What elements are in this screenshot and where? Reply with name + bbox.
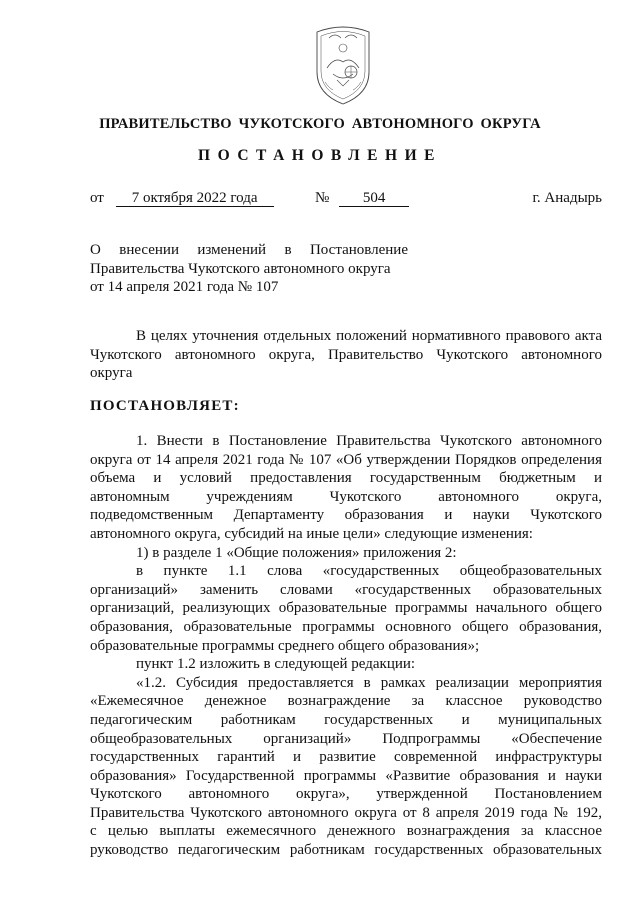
intro-paragraph (90, 327, 602, 383)
text-line: образования, образовательные программы основного общего образования, (90, 618, 602, 635)
date-prefix: от (90, 190, 104, 206)
text-line: В целях уточнения отдельных положений нормативного правового акта (136, 328, 602, 344)
text-line: округа (90, 365, 133, 382)
subject-line: О внесении изменений в Постановление (90, 242, 408, 258)
document-date: 7 октября 2022 года (116, 190, 274, 207)
subject-line: от 14 апреля 2021 года № 107 (90, 279, 279, 296)
resolves-heading: ПОСТАНОВЛЯЕТ: (90, 398, 240, 414)
number-row (315, 190, 409, 207)
text-line: подведомственным Департаменту образования и науки Чукотского (90, 507, 602, 524)
document-subject (90, 241, 408, 297)
text-line: общеобразовательных организаций» Подпрограммы «Обеспечение (90, 730, 602, 747)
text-line: руководство педагогическим работникам государственных образовательных (90, 842, 602, 859)
document-city: г. Анадырь (532, 190, 602, 206)
date-row (90, 190, 274, 207)
text-line: Чукотского автономного округа, Правительство Чукотского автономного (90, 346, 602, 363)
text-line: объема и условий предоставления государственным бюджетным и (90, 470, 602, 487)
text-line: 1. Внести в Постановление Правительства Чукотского автономного (136, 433, 602, 449)
coat-of-arms-icon (307, 22, 379, 106)
text-line: Правительства Чукотского автономного округа от 8 апреля 2019 года № 192, (90, 804, 602, 821)
text-line: организаций, реализующих образовательные программы начального общего (90, 600, 602, 617)
text-line: «Ежемесячное денежное вознаграждение за классное руководство (90, 693, 602, 710)
text-line: пункт 1.2 изложить в следующей редакции: (136, 656, 416, 673)
text-line: образования» Государственной программы «Развитие образования и науки (90, 767, 602, 784)
text-line: 1) в разделе 1 «Общие положения» приложения 2: (136, 544, 457, 561)
text-line: образовательные программы среднего общего образования»; (90, 637, 480, 654)
text-line: государственных гарантий и развитие современной инфраструктуры (90, 749, 602, 766)
text-line: «1.2. Субсидия предоставляется в рамках реализации мероприятия (136, 674, 602, 691)
text-line: педагогическим работникам государственных и муниципальных (90, 711, 602, 728)
text-line: в пункте 1.1 слова «государственных общеобразовательных (136, 563, 602, 580)
number-prefix: № (315, 190, 330, 206)
text-line: автономного округа, субсидий на иные цели» следующие изменения: (90, 525, 533, 542)
text-line: с целью выплаты ежемесячного денежного вознаграждения за классное (90, 823, 602, 840)
text-line: округа от 14 апреля 2021 года № 107 «Об утверждении Порядков определения (90, 451, 602, 468)
document-number: 504 (339, 190, 409, 207)
text-line: организаций» заменить словами «государственных образовательных (90, 581, 602, 598)
document-type: ПОСТАНОВЛЕНИЕ (198, 147, 442, 164)
text-line: Чукотского автономного округа», утвержденной Постановлением (90, 786, 602, 803)
text-line: автономным учреждениям Чукотского автономного округа, (90, 488, 602, 505)
main-body (90, 432, 602, 860)
subject-line: Правительства Чукотского автономного округа (90, 260, 391, 277)
government-name: ПРАВИТЕЛЬСТВО ЧУКОТСКОГО АВТОНОМНОГО ОКРУГА (99, 116, 541, 132)
